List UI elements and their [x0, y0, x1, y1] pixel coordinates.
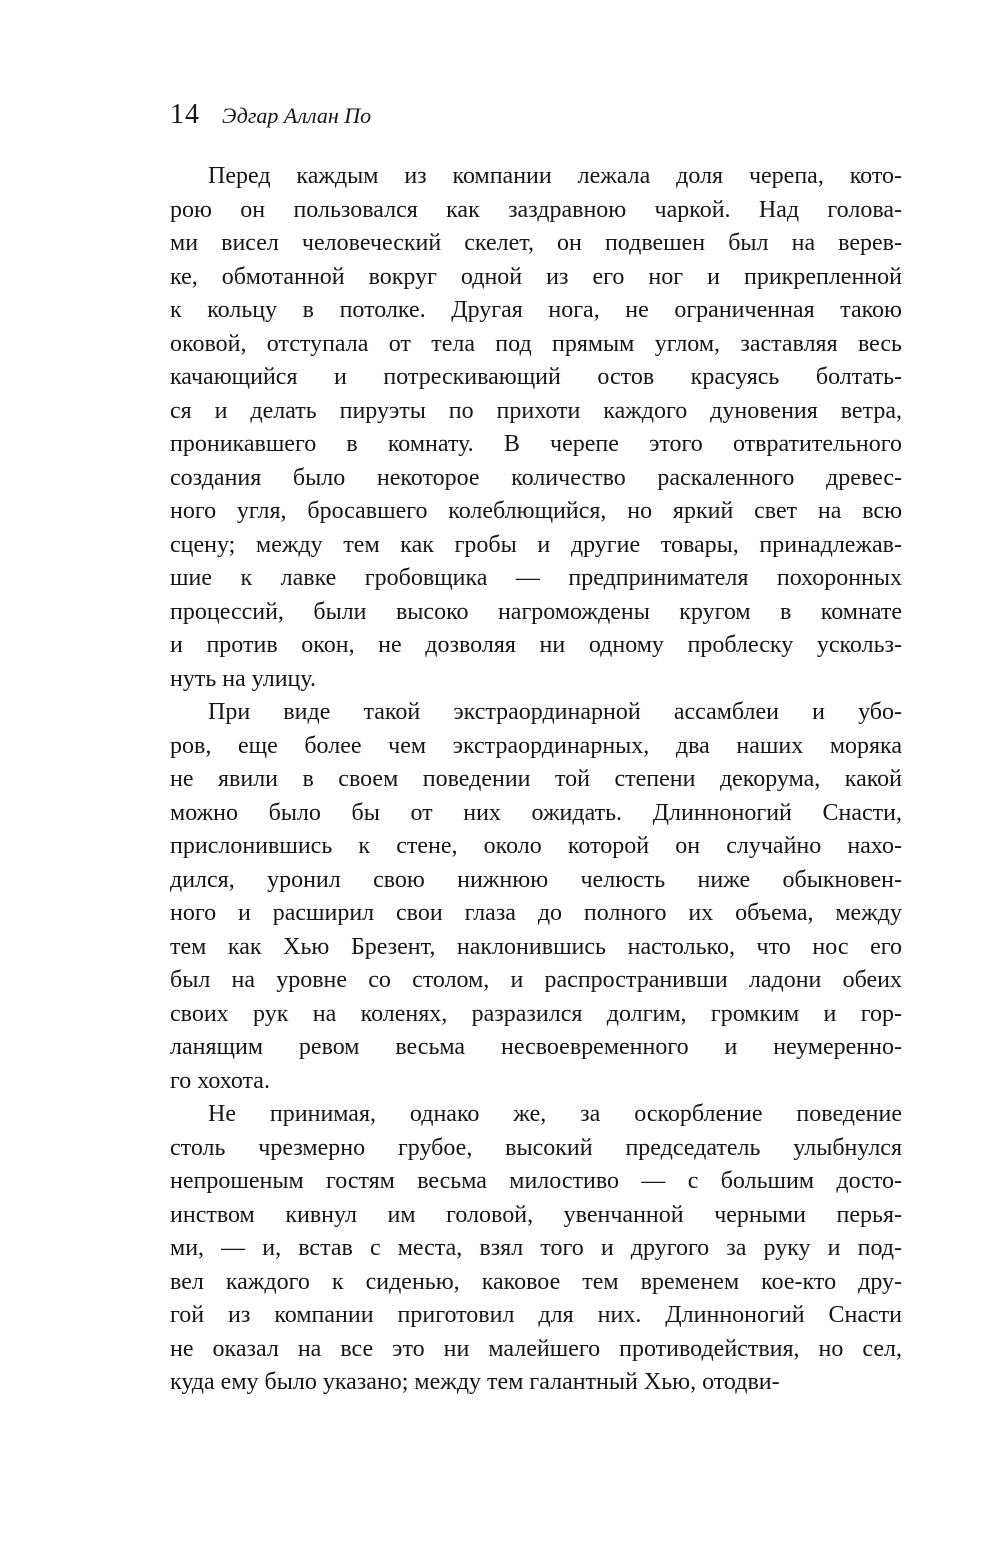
text-line: был на уровне со столом, и распространивши ладони обеих [170, 967, 902, 993]
text-line: ного угля, бросавшего колеблющийся, но яркий свет на всю [170, 498, 902, 524]
text-line: процессий, были высоко нагромождены кругом в комнате [170, 598, 902, 625]
text-line: нуть на улицу. [170, 665, 316, 692]
page-header [170, 101, 371, 129]
text-line: своих рук на коленях, разразился долгим, громким и гор- [170, 1000, 902, 1027]
text-line: и против окон, не дозволяя ни одному проблеску ускольз- [170, 632, 902, 658]
paragraph [170, 1098, 902, 1400]
text-line: к кольцу в потолке. Другая нога, не ограниченная такою [170, 297, 902, 323]
text-line: рою он пользовался как заздравною чаркой. Над голова- [170, 196, 902, 223]
text-line: прислонившись к стене, около которой он случайно нахо- [170, 833, 902, 859]
page-number: 14 [170, 99, 200, 130]
text-line: вел каждого к сиденью, каковое тем временем кое-кто дру- [170, 1268, 902, 1295]
text-line: создания было некоторое количество раскаленного древес- [170, 464, 902, 491]
paragraph [170, 160, 902, 696]
text-line: инством кивнул им головой, увенчанной черными перья- [170, 1201, 902, 1228]
text-line: ного и расширил свои глаза до полного их объема, между [170, 900, 902, 926]
text-line: дился, уронил свою нижнюю челюсть ниже обыкновен- [170, 866, 902, 893]
text-line: не явили в своем поведении той степени декорума, какой [170, 766, 902, 792]
text-line: не оказал на все это ни малейшего противодействия, но сел, [170, 1335, 902, 1362]
running-header: Эдгар Аллан По [222, 103, 372, 128]
text-line: сцену; между тем как гробы и другие товары, принадлежав- [170, 531, 902, 558]
text-line: ми висел человеческий скелет, он подвешен был на верев- [170, 230, 902, 256]
text-line: можно было бы от них ожидать. Длинноногий Снасти, [170, 799, 902, 826]
text-line: шие к лавке гробовщика — предпринимателя похоронных [170, 565, 902, 591]
text-line: ланящим ревом весьма несвоевременного и неумеренно- [170, 1034, 902, 1060]
text-line: ми, — и, встав с места, взял того и другого за руку и под- [170, 1235, 902, 1261]
text-line: столь чрезмерно грубое, высокий председатель улыбнулся [170, 1134, 902, 1161]
text-line: качающийся и потрескивающий остов красуясь болтать- [170, 364, 902, 390]
text-line: При виде такой экстраординарной ассамблеи и убо- [208, 699, 902, 725]
text-line: куда ему было указано; между тем галантный Хью, отодви- [170, 1369, 780, 1395]
text-line: ров, еще более чем экстраординарных, два наших моряка [170, 732, 902, 759]
text-line: гой из компании приготовил для них. Длинноногий Снасти [170, 1302, 902, 1328]
text-line: непрошеным гостям весьма милостиво — с большим досто- [170, 1168, 902, 1194]
text-block [170, 160, 902, 1400]
text-line: ся и делать пируэты по прихоти каждого дуновения ветра, [170, 397, 902, 424]
paragraph [170, 696, 902, 1098]
text-line: ке, обмотанной вокруг одной из его ног и прикрепленной [170, 263, 902, 290]
text-line: проникавшего в комнату. В черепе этого отвратительного [170, 431, 902, 457]
text-line: оковой, отступала от тела под прямым углом, заставляя весь [170, 330, 902, 357]
text-line: го хохота. [170, 1067, 270, 1094]
text-line: Перед каждым из компании лежала доля черепа, кото- [208, 163, 902, 189]
text-line: Не принимая, однако же, за оскорбление поведение [208, 1101, 902, 1127]
text-line: тем как Хью Брезент, наклонившись настолько, что нос его [170, 933, 902, 960]
